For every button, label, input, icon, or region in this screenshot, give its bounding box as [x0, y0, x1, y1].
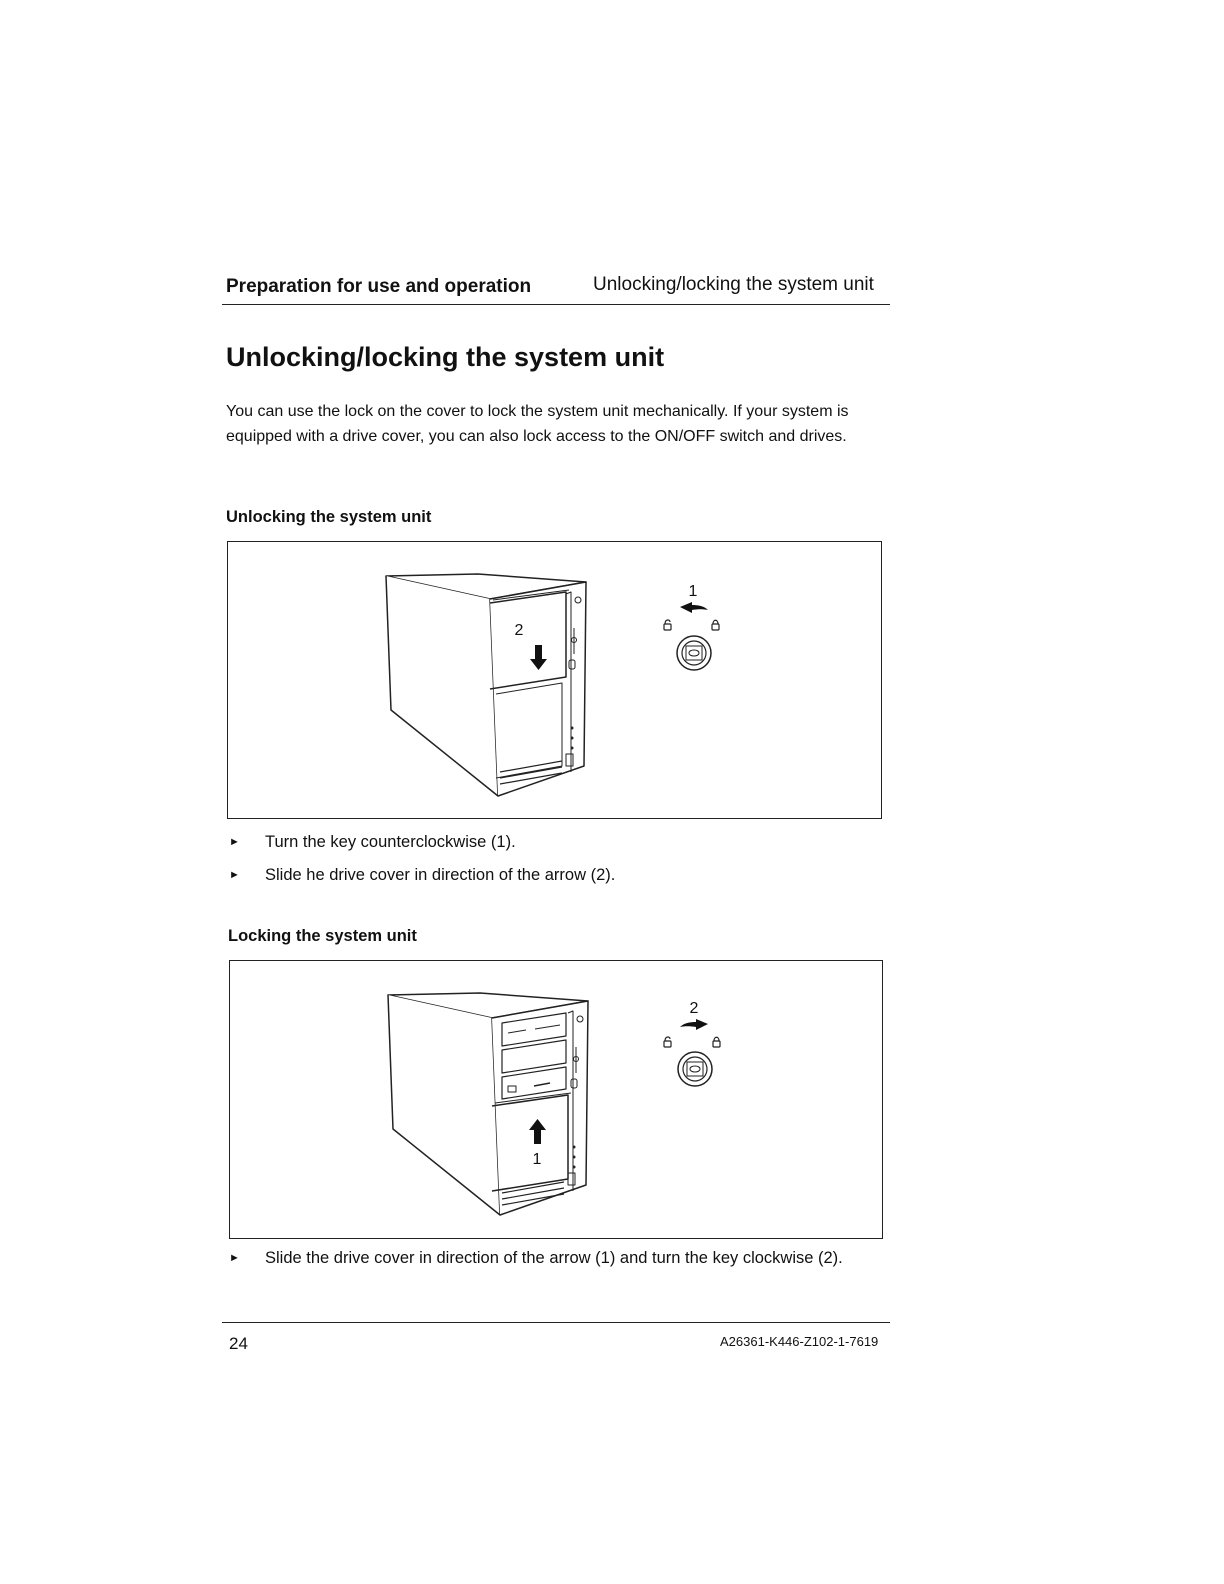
unlocking-key-step-label: 1: [688, 583, 698, 600]
header-divider: [222, 304, 890, 305]
page-title: Unlocking/locking the system unit: [226, 342, 665, 372]
step-text: Slide he drive cover in direction of the arrow (2).: [265, 866, 616, 884]
document-id: A26361-K446-Z102-1-7619: [720, 1334, 879, 1349]
clockwise-arrow-icon: [680, 1019, 708, 1030]
page-number: 24: [229, 1334, 248, 1353]
padlock-icons: [664, 620, 719, 630]
step-text: Slide the drive cover in direction of the arrow (1) and turn the key clockwise (2).: [265, 1249, 843, 1267]
intro-paragraph: You can use the lock on the cover to lock the system unit mechanically. If your system is equipped with a drive cover, you can also lock access to the ON/OFF switch and drives.: [226, 403, 849, 445]
locking-heading: Locking the system unit: [228, 927, 417, 945]
padlock-icons: [664, 1037, 720, 1047]
unlocking-cover-step-label: 2: [514, 622, 524, 639]
unlocking-figure: [227, 541, 882, 819]
locking-key-step-label: 2: [689, 1000, 699, 1017]
counterclockwise-arrow-icon: [680, 602, 708, 613]
unlocking-heading: Unlocking the system unit: [226, 508, 432, 526]
triangle-right-icon: ►: [229, 1252, 240, 1264]
locking-illustration: [230, 961, 882, 1238]
locking-figure: [229, 960, 883, 1239]
locking-cover-step-label: 1: [532, 1151, 542, 1168]
footer-divider: [222, 1322, 890, 1323]
key-lock-icon: [678, 1052, 712, 1086]
step-text: Turn the key counterclockwise (1).: [265, 833, 516, 851]
triangle-right-icon: ►: [229, 836, 240, 848]
key-lock-icon: [677, 636, 711, 670]
triangle-right-icon: ►: [229, 869, 240, 881]
header-chapter: Preparation for use and operation: [226, 276, 532, 297]
header-section: Unlocking/locking the system unit: [593, 274, 874, 295]
unlocking-illustration: [228, 542, 881, 818]
